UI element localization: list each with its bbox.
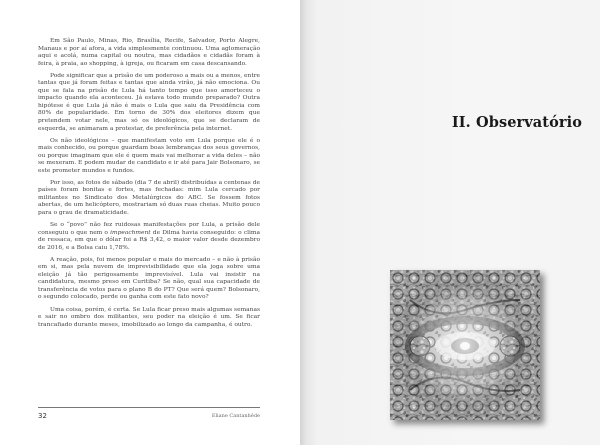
psychedelic-abstract-image: [390, 270, 540, 420]
footer-rule: [38, 407, 260, 408]
paragraph-6: A reação, pois, foi menos popular e mais do mercado – e não à prisão em si, mas pela nuvem de imprevisibilidade que ela joga sobre uma eleição já tão perigosamente imprevisível. Lula vai insistir na candidatura, mesmo preso em Curitiba? Se não, qual sua capacidade de transferência de votos para o plano B do PT? Que será quem? Bolsonaro, o segundo colocado, perde ou ganha com este fato novo?: [38, 256, 260, 301]
paragraph-3: Os não ideológicos – que manifestam voto em Lula porque ele é o mais conhecido, ou porque guardam boas lembranças dos seus governos, ou porque imaginam que ele é quem mais vai melhorar a vida deles – não se mexeram. E podem mudar de candidato e ir até para Jair Bolsonaro, se este prometer mundos e fundos.: [38, 137, 260, 174]
paragraph-5: Se o “povo” não fez ruidosas manifestações por Lula, a prisão dele conseguiu o que nem o impeachment de Dilma havia conseguido: o clima de ressaca, em que o dólar foi a R$ 3,42, o maior valor desde dezembro de 2016, e a Bolsa caiu 1,78%.: [38, 222, 260, 251]
chapter-title: II. Observatório: [451, 114, 582, 131]
italic-term: impeachment: [110, 229, 151, 236]
paragraph-2: Pode significar que a prisão de um poderoso a mais ou a menos, entre tantas que já foram feitas e tantas que ainda virão, já não emociona. Ou que se fala na prisão de Lula há tanto tempo que isso amorteceu o impacto quando ela aconteceu. Já estava todo mundo preparado? Outra hipótese é que Lula já não é mais o Lula que saiu da Presidência com 80% de popularidade. Em torno de 30% dos eleitores dizem que pretendem votar nele, mas só os ideológicos, que se declaram de esquerda, se animaram a protestar, de preferência pela internet.: [38, 72, 260, 132]
body-text-column: [38, 38, 260, 334]
paragraph-7: Uma coisa, porém, é certa. Se Lula ficar preso mais algumas semanas e sair no ombro dos militantes, seu poder na eleição é um. Se ficar trancafiado durante meses, imobilizado ao longo da campanha, é outro.: [38, 306, 260, 328]
running-footer-author: Eliane Cantanhêde: [211, 413, 260, 419]
paragraph-4: Por isso, as fotos de sábado (dia 7 de abril) distribuídas a centenas de países foram bonitas e fortes, mas fechadas: mim Lula cercado por militantes no Sindicato dos Metalúrgicos do ABC. Se fossem fotos abertas, de um helicóptero, mostrariam só duas ruas cheias. Muito pouco para o grau de dramaticidade.: [38, 179, 260, 216]
page-number: 32: [38, 412, 47, 420]
paragraph-1: Em São Paulo, Minas, Rio, Brasília, Recife, Salvador, Porto Alegre, Manaus e por aí afora, a vida simplesmente continuou. Uma aglomeração aqui e acolá, numa capital ou noutra, mas cidadãos e cidadãs foram à feira, à praia, ao shopping, à igreja, ou ficaram em casa descansando.: [38, 38, 260, 67]
